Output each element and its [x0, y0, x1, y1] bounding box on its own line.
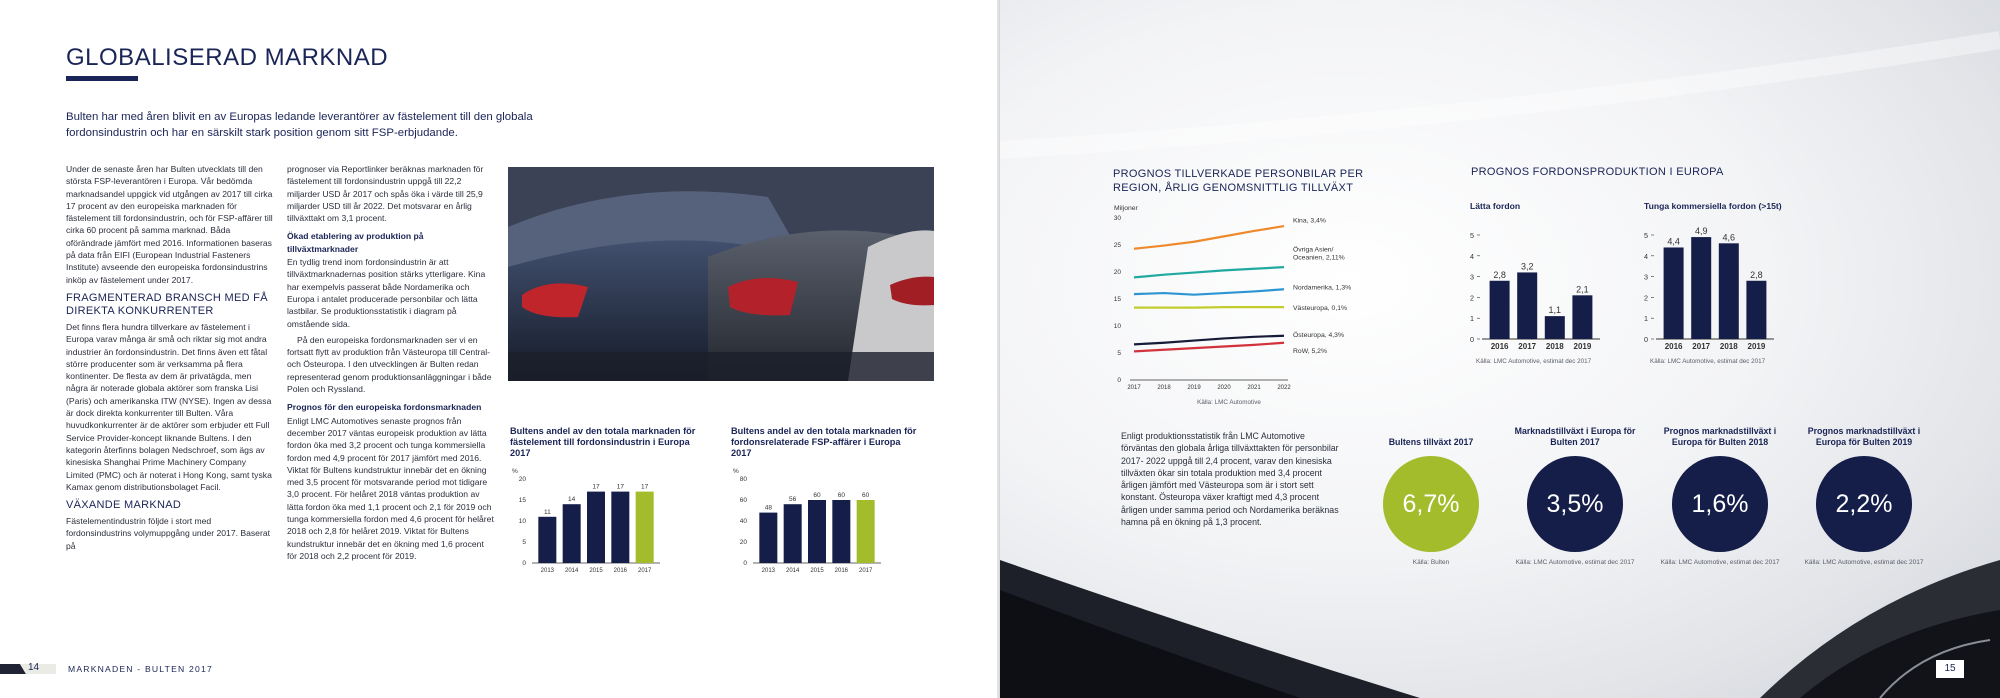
bar — [832, 500, 850, 563]
series-line — [1134, 307, 1284, 308]
kpi-title: Prognos marknadstillväxt i Europa för Bulten 2018 — [1663, 426, 1777, 447]
bar — [636, 492, 654, 563]
x-tick-label: 2016 — [1490, 342, 1509, 351]
y-axis-label: % — [733, 468, 739, 475]
paragraph: prognoser via Reportlinker beräknas marknaden för fästelement till fordonsindustrin uppgå till 22,2 miljarder USD år 2017 och spås öka i värde till 25,9 miljarder USD till år 2022. Det motsvarar en årlig tillväxttakt om 3,1 procent. — [287, 164, 484, 224]
bar — [538, 517, 556, 563]
y-tick-label: 20 — [518, 476, 526, 483]
data-label: 2,8 — [1493, 269, 1506, 280]
kpi-market-growth-2018 — [1650, 422, 1790, 566]
y-tick-label: 0 — [522, 560, 526, 567]
kpi-source: Källa: LMC Automotive, estimat dec 2017 — [1515, 559, 1635, 566]
bar — [1517, 272, 1537, 339]
x-tick-label: 2015 — [589, 568, 603, 574]
y-tick-label: 2 — [1644, 293, 1648, 303]
chart-title: Bultens andel av den totala marknaden för fordonsrelaterade FSP-affärer i Europa 2017 — [731, 426, 917, 458]
data-label: 11 — [543, 508, 551, 516]
production-chart-title: PROGNOS FORDONSPRODUKTION I EUROPA — [1471, 166, 1724, 178]
y-tick-label: 2 — [1470, 293, 1474, 303]
kpi-circle: 2,2% — [1816, 456, 1912, 552]
bar — [1746, 281, 1766, 339]
series-line — [1134, 267, 1284, 277]
text-column-2 — [287, 163, 495, 566]
section-heading: FRAGMENTERAD BRANSCH MED FÅ DIREKTA KONKURRENTER — [66, 291, 268, 317]
y-tick-label: 60 — [739, 497, 747, 504]
kpi-market-growth-2017 — [1505, 422, 1645, 566]
bar — [857, 500, 875, 563]
data-label: 60 — [862, 492, 870, 499]
series-line — [1134, 226, 1284, 249]
data-label: 2,8 — [1750, 269, 1763, 280]
chart-title: Bultens andel av den totala marknaden för fästelement till fordonsindustrin i Europa 2017 — [510, 426, 696, 458]
y-tick-label: 0 — [1117, 377, 1121, 384]
bar — [563, 504, 581, 563]
data-label: 17 — [616, 483, 624, 491]
bar — [587, 492, 605, 563]
series-label: Kina, 3,4% — [1293, 217, 1326, 225]
bar — [611, 492, 629, 563]
kpi-source: Källa: LMC Automotive, estimat dec 2017 — [1660, 559, 1780, 566]
series-label: RoW, 5,2% — [1293, 347, 1327, 355]
running-title: MARKNADEN - BULTEN 2017 — [68, 664, 213, 674]
market-share-chart — [510, 426, 700, 595]
title-underline — [66, 76, 138, 81]
chart-subtitle: Lätta fordon — [1470, 201, 1521, 211]
data-label: 17 — [641, 483, 649, 491]
y-tick-label: 4 — [1644, 251, 1648, 261]
x-tick-label: 2018 — [1157, 385, 1171, 391]
y-tick-label: 5 — [1644, 231, 1648, 240]
y-tick-label: 1 — [1470, 314, 1474, 324]
bar — [1572, 295, 1592, 339]
fsp-share-bar-chart — [731, 465, 891, 590]
chart-source: Källa: LMC Automotive, estimat dec 2017 — [1476, 358, 1592, 365]
x-tick-label: 2016 — [613, 568, 628, 574]
fsp-share-chart — [731, 426, 921, 595]
x-tick-label: 2019 — [1187, 385, 1201, 391]
x-tick-label: 2019 — [1747, 342, 1766, 351]
y-axis-label: % — [512, 468, 518, 475]
y-tick-label: 15 — [1113, 296, 1121, 303]
x-tick-label: 2018 — [1545, 342, 1564, 351]
y-axis-label: Miljoner — [1114, 205, 1138, 212]
y-tick-label: 3 — [1470, 272, 1474, 282]
market-share-bar-chart — [510, 465, 670, 590]
y-tick-label: 15 — [518, 497, 526, 504]
chart-source: Källa: LMC Automotive, estimat dec 2017 — [1650, 358, 1766, 365]
data-label: 1,1 — [1548, 305, 1562, 316]
y-tick-label: 80 — [739, 476, 747, 483]
data-label: 17 — [592, 483, 600, 491]
page-number-right: 15 — [1936, 660, 1964, 678]
x-tick-label: 2017 — [858, 568, 873, 574]
x-tick-label: 2014 — [564, 568, 579, 574]
x-tick-label: 2014 — [785, 568, 800, 574]
y-tick-label: 30 — [1113, 215, 1121, 222]
lead-paragraph: Bulten har med åren blivit en av Europas ledande leverantörer av fästelement till den globala fordonsindustrin och har en särskilt stark position genom sitt FSP-erbjudande. — [66, 111, 533, 139]
subheading: Ökad etablering av produktion på tillväxtmarknader — [287, 231, 424, 254]
paragraph: Fästelementindustrin följde i stort med fordonsindustrins volymuppgång under 2017. Baserat på — [66, 516, 270, 551]
y-tick-label: 25 — [1113, 242, 1121, 249]
chart-source: Källa: LMC Automotive — [1197, 399, 1261, 406]
bar — [1719, 243, 1739, 339]
kpi-market-growth-2019 — [1794, 422, 1934, 566]
bar — [808, 500, 826, 563]
series-line — [1134, 336, 1284, 345]
photo-illustration — [508, 167, 934, 381]
kpi-title: Bultens tillväxt 2017 — [1388, 437, 1474, 447]
y-tick-label: 10 — [518, 518, 526, 525]
car-rear-lights-photo — [508, 167, 934, 381]
data-label: 4,9 — [1694, 226, 1708, 237]
paragraph: Det finns flera hundra tillverkare av fästelement i Europa varav många är små och riktar sig mot andra industrier än fordonsindustrin. Det finns även ett fåtal större producenter som är verksamma på flera kontinenter. De flesta av dem är privatägda, men några är noterade globala aktörer som franska Lisi (Paris) och amerikanska ITW (NYSE). Ingen av dessa är dock direkta konkurrenter till Bulten. Våra huvudkonkurrenter är de aktörer som erbjuder ett Full Service Provider-koncept liknande Bultens. I den kategorin återfinns bolagen Nedschroef, som ägs av kinesiska Shanghai Prime Machinery Company Limited (PMC) och är noterat i Hong Kong, samt tyska Kamax genom distributionsbolaget Facil. — [66, 321, 272, 492]
bar — [1691, 237, 1711, 339]
subheading: Prognos för den europeiska fordonsmarknaden — [287, 402, 482, 413]
kpi-circle: 3,5% — [1527, 456, 1623, 552]
kpi-circle: 1,6% — [1672, 456, 1768, 552]
x-tick-label: 2022 — [1277, 385, 1291, 391]
car-production-line-chart — [1108, 200, 1368, 410]
data-label: 3,2 — [1520, 261, 1534, 272]
heavy-vehicles-bar-chart — [1642, 199, 1812, 369]
y-tick-label: 0 — [743, 560, 747, 567]
series-label: Västeuropa, 0,1% — [1293, 305, 1348, 313]
kpi-source: Källa: Bulten — [1412, 559, 1450, 566]
data-label: 14 — [568, 496, 576, 504]
paragraph: En tydlig trend inom fordonsindustrin är att tillväxtmarknadernas position stärks ytterligare. Kina har exempelvis passerat både Nordamerika och Europa i antalet producerade personbilar och lätta lastbilar. Se produktionsstatistik i diagram på omstående sida. — [287, 257, 486, 329]
x-tick-label: 2017 — [637, 568, 652, 574]
x-tick-label: 2017 — [1518, 342, 1537, 351]
y-tick-label: 1 — [1644, 314, 1648, 324]
data-label: 60 — [837, 492, 845, 499]
y-tick-label: 20 — [1113, 269, 1121, 276]
x-tick-label: 2017 — [1127, 385, 1141, 391]
y-tick-label: 40 — [739, 518, 747, 525]
x-tick-label: 2015 — [810, 568, 824, 574]
light-vehicles-bar-chart — [1468, 199, 1618, 369]
right-paragraph: Enligt produktionsstatistik från LMC Automotive förväntas den globala årliga tillväxttakten för personbilar 2017- 2022 uppgå till 2,4 procent, varav den kinesiska tillväxten ökar sin totala produktion med 3,4 procent årligen jämfört med Västeuropa som är i stort sett konstant. Östeuropa växer kraftigt med 4,3 procent årligen under samma period och Nordamerika beräknas hamna på en ökning på 1,3 procent. — [1121, 431, 1339, 528]
text-column-1 — [66, 163, 274, 556]
section-heading: VÄXANDE MARKNAD — [66, 499, 182, 512]
y-tick-label: 0 — [1644, 335, 1648, 344]
y-tick-label: 5 — [1470, 231, 1474, 240]
series-label: Övriga Asien/ — [1293, 246, 1334, 254]
series-label: Nordamerika, 1,3% — [1293, 284, 1352, 292]
kpi-bulten-growth — [1361, 422, 1501, 566]
data-label: 4,4 — [1667, 236, 1680, 247]
data-label: 60 — [813, 492, 821, 499]
paragraph: Under de senaste åren har Bulten utvecklats till den största FSP-leverantören i Europa. Vår bedömda marknadsandel uppgick vid utgången av 2017 till cirka 17 procent av den europeiska marknaden för fästelement till fordonsindustrin, och för FSP-affärer till cirka 60 procent på samma marknad. Båda oförändrade jämfört med 2016. Informationen baseras på data från EIFI (European Industrial Fasteners Institute) avseende den europeiska fordonsindustrins inköp av fästelement under 2017. — [66, 164, 273, 285]
x-tick-label: 2017 — [1692, 342, 1711, 351]
y-tick-label: 3 — [1644, 272, 1648, 282]
page-title: GLOBALISERAD MARKNAD — [66, 44, 389, 71]
page-number: 14 — [28, 662, 40, 673]
x-tick-label: 2020 — [1217, 385, 1231, 391]
y-tick-label: 0 — [1470, 335, 1474, 344]
x-tick-label: 2021 — [1247, 385, 1261, 391]
x-tick-label: 2019 — [1573, 342, 1592, 351]
bar — [759, 513, 777, 563]
paragraph: Enligt LMC Automotives senaste prognos från december 2017 väntas europeisk produktion av lätta fordon öka med 3,2 procent och tunga kommersiella fordon med 4,9 procent för 2017 jämfört med 2016. Viktat för Bultens kundstruktur innebär det en ökning med 3,5 procent för motsvarande period mot tidigare 3,0 procent. För helåret 2018 väntas produktion av lätta fordon öka med 1,1 procent och 2,1 för 2019 och tunga kommersiella fordon med 4,6 procent för helåret 2018 och 2,8 för helåret 2019. Viktat för Bultens kundstruktur innebär det en ökning med 1,6 procent för 2018 och 2,2 procent för 2019. — [287, 415, 494, 561]
y-tick-label: 20 — [739, 539, 747, 546]
series-line — [1134, 289, 1284, 294]
x-tick-label: 2016 — [1664, 342, 1683, 351]
y-tick-label: 10 — [1113, 323, 1121, 330]
paragraph: På den europeiska fordonsmarknaden ser vi en fortsatt flytt av produktion från Västeuropa till Central- och Östeuropa. I den utvecklingen är Bulten redan representerad genom produktionsanläggningar i både Polen och Ryssland. — [287, 334, 492, 395]
y-tick-label: 4 — [1470, 251, 1474, 261]
data-label: 48 — [764, 504, 772, 512]
y-tick-label: 5 — [1117, 350, 1121, 357]
x-tick-label: 2013 — [761, 568, 776, 574]
data-label: 4,6 — [1722, 232, 1736, 243]
kpi-source: Källa: LMC Automotive, estimat dec 2017 — [1804, 559, 1924, 566]
bar — [1664, 247, 1684, 339]
series-label: Östeuropa, 4,3% — [1293, 332, 1345, 340]
kpi-title: Prognos marknadstillväxt i Europa för Bulten 2019 — [1807, 426, 1921, 447]
data-label: 2,1 — [1576, 284, 1589, 295]
series-label: Oceanien, 2,11% — [1293, 254, 1345, 262]
y-tick-label: 5 — [522, 539, 526, 546]
chart-subtitle: Tunga kommersiella fordon (>15t) — [1644, 201, 1782, 211]
line-chart-title: PROGNOS TILLVERKADE PERSONBILAR PER REGION, ÅRLIG GENOMSNITTLIG TILLVÄXT — [1113, 168, 1364, 194]
kpi-circle: 6,7% — [1383, 456, 1479, 552]
bar — [1490, 281, 1510, 339]
bar — [1545, 316, 1565, 339]
x-tick-label: 2016 — [834, 568, 849, 574]
bar — [784, 504, 802, 563]
data-label: 56 — [789, 496, 797, 504]
x-tick-label: 2013 — [540, 568, 555, 574]
x-tick-label: 2018 — [1719, 342, 1738, 351]
kpi-title: Marknadstillväxt i Europa för Bulten 2017 — [1514, 426, 1636, 447]
